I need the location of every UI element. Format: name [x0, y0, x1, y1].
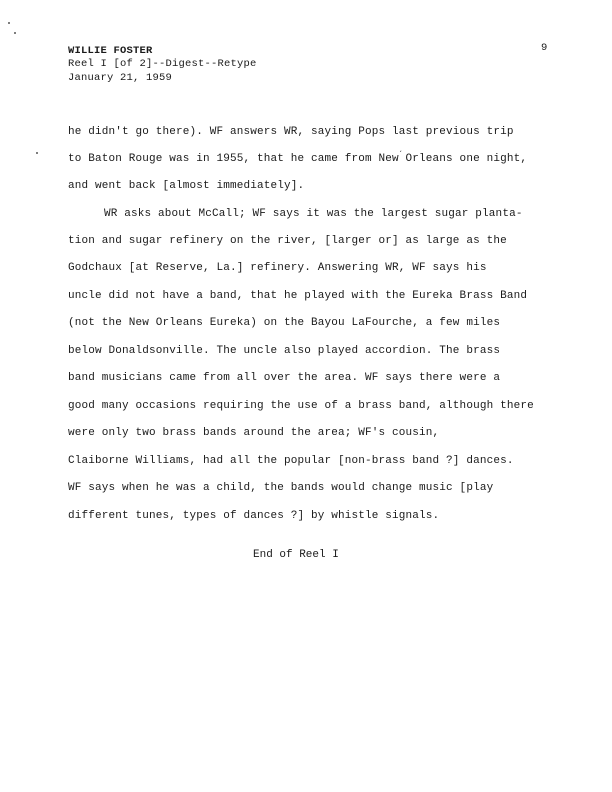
- header-date: January 21, 1959: [68, 72, 173, 84]
- body-line: different tunes, types of dances ?] by whistle signals.: [68, 510, 440, 522]
- body-line: tion and sugar refinery on the river, [larger or] as large as the: [68, 235, 507, 247]
- body-line: WF says when he was a child, the bands would change music [play: [68, 482, 494, 494]
- header-name: WILLIE FOSTER: [68, 45, 153, 57]
- body-line: were only two brass bands around the area; WF's cousin,: [68, 427, 440, 439]
- body-line: good many occasions requiring the use of a brass band, although there: [68, 400, 534, 412]
- scan-speck: [36, 152, 38, 154]
- body-line: and went back [almost immediately].: [68, 180, 305, 192]
- end-of-reel-text: End of Reel I: [253, 549, 339, 561]
- body-line: below Donaldsonville. The uncle also played accordion. The brass: [68, 345, 501, 357]
- body-line: WR asks about McCall; WF says it was the largest sugar planta-: [104, 208, 523, 220]
- body-line: (not the New Orleans Eureka) on the Bayou LaFourche, a few miles: [68, 317, 501, 329]
- scan-speck: [14, 32, 16, 34]
- body-line: Claiborne Williams, had all the popular [non-brass band ?] dances.: [68, 455, 514, 467]
- body-line: band musicians came from all over the area. WF says there were a: [68, 372, 501, 384]
- page-number: 9: [541, 42, 548, 54]
- handwritten-tick-mark: ˏ: [398, 143, 404, 153]
- header-reel: Reel I [of 2]--Digest--Retype: [68, 58, 257, 70]
- body-line: to Baton Rouge was in 1955, that he came from New Orleans one night,: [68, 153, 528, 165]
- body-line: he didn't go there). WF answers WR, saying Pops last previous trip: [68, 126, 514, 138]
- scan-speck: [8, 22, 10, 24]
- body-line: uncle did not have a band, that he played with the Eureka Brass Band: [68, 290, 528, 302]
- body-line: Godchaux [at Reserve, La.] refinery. Answering WR, WF says his: [68, 262, 487, 274]
